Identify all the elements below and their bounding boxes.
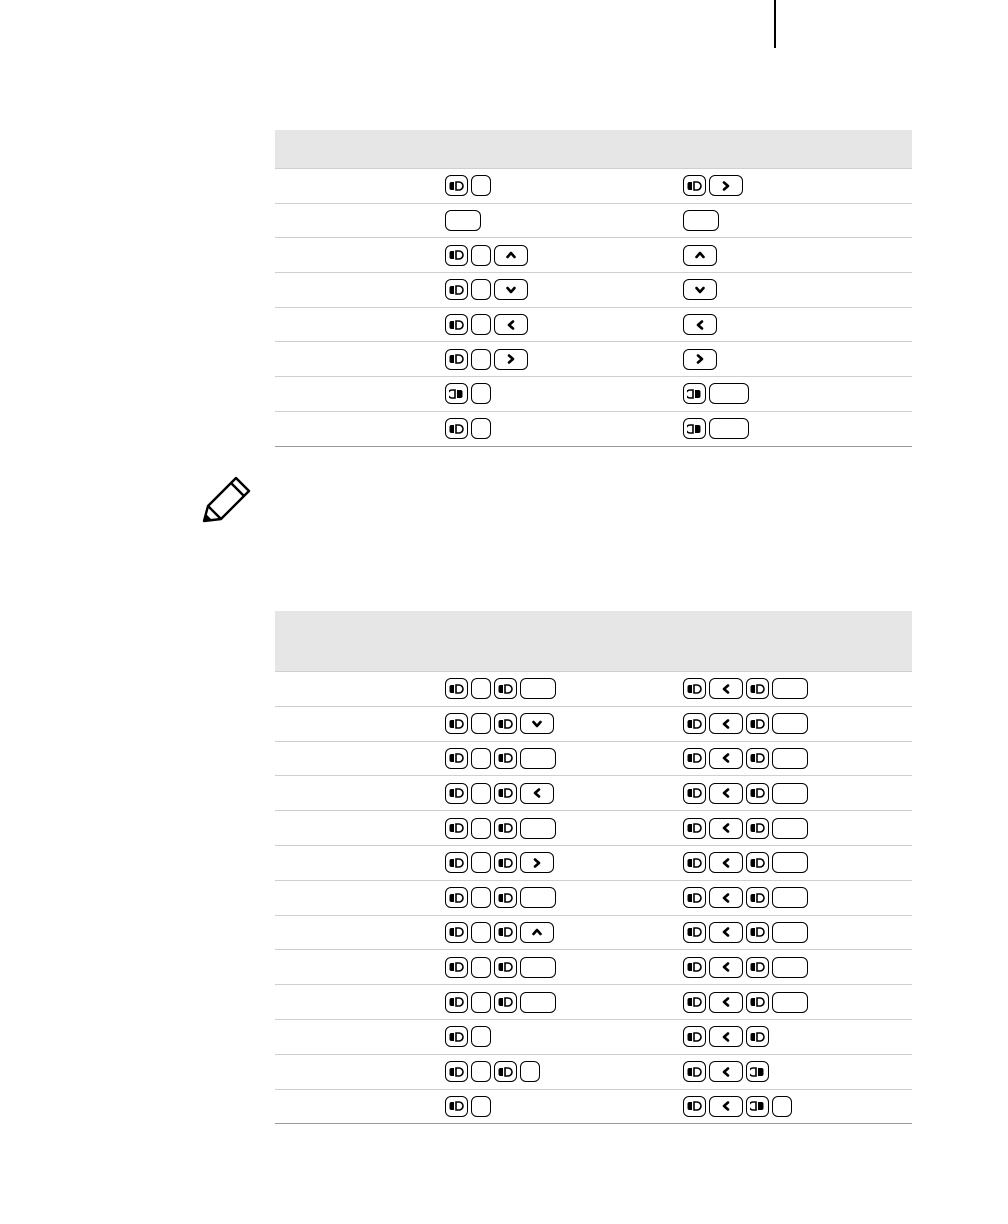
blank-key <box>471 418 491 439</box>
fn-key-icon <box>445 887 468 908</box>
fn-key-icon <box>445 852 468 873</box>
table-row <box>275 881 912 916</box>
blank-key <box>520 887 556 908</box>
table-cell <box>445 377 685 411</box>
blank-key <box>520 992 556 1013</box>
table-cell <box>683 1090 912 1124</box>
fn-key-icon <box>746 1026 769 1047</box>
table-cell <box>445 985 685 1019</box>
note-pencil-icon <box>198 473 254 530</box>
key-sequence-table-1 <box>275 130 912 447</box>
blank-key <box>471 1026 491 1047</box>
fn-key-icon <box>445 349 468 370</box>
table-cell <box>275 273 445 307</box>
chevron-left-icon <box>709 1026 743 1047</box>
table-cell <box>445 342 685 376</box>
blank-key <box>520 678 556 699</box>
blank-key <box>471 748 491 769</box>
chevron-down-icon <box>494 279 528 300</box>
blank-key <box>520 818 556 839</box>
fn-key-icon <box>683 783 706 804</box>
table-row <box>275 412 912 447</box>
fn-key-icon <box>445 1061 468 1082</box>
fn-key-icon <box>445 314 468 335</box>
chevron-left-icon <box>709 678 743 699</box>
table-row <box>275 342 912 377</box>
blank-key <box>471 383 491 404</box>
fn-key-icon <box>494 922 517 943</box>
blank-key <box>772 887 808 908</box>
fn-key-icon <box>746 992 769 1013</box>
fn-key-icon <box>683 992 706 1013</box>
fn-key-icon <box>494 852 517 873</box>
table-cell <box>683 742 912 776</box>
chevron-right-icon <box>520 852 554 873</box>
chevron-up-icon <box>520 922 554 943</box>
blank-key <box>445 210 481 231</box>
table-cell <box>275 985 445 1019</box>
blank-key <box>772 748 808 769</box>
blank-key <box>471 175 491 196</box>
blank-key <box>471 783 491 804</box>
blank-key <box>772 1096 792 1117</box>
chevron-right-icon <box>683 349 717 370</box>
fn-key-icon <box>445 418 468 439</box>
fn-key-icon <box>445 748 468 769</box>
blank-key <box>683 210 719 231</box>
table-body <box>275 168 912 447</box>
table-row <box>275 273 912 308</box>
chevron-left-icon <box>709 1096 743 1117</box>
table-cell <box>683 811 912 845</box>
table-cell <box>683 672 912 706</box>
fn-key-icon <box>683 818 706 839</box>
table-cell <box>445 308 685 342</box>
table-cell <box>445 846 685 880</box>
table-row <box>275 916 912 951</box>
table-row <box>275 776 912 811</box>
table-cell <box>445 1055 685 1089</box>
table-cell <box>445 776 685 810</box>
fn-key-icon <box>683 852 706 873</box>
fn-key-icon <box>445 957 468 978</box>
table-cell <box>683 273 912 307</box>
fn-key-icon <box>683 175 706 196</box>
fn-key-icon <box>746 887 769 908</box>
table-cell <box>275 238 445 272</box>
table-cell <box>683 342 912 376</box>
table-cell <box>445 811 685 845</box>
chevron-left-icon <box>709 1061 743 1082</box>
table-cell <box>275 377 445 411</box>
chevron-left-icon <box>683 314 717 335</box>
fn-key-icon <box>494 713 517 734</box>
table-cell <box>275 1055 445 1089</box>
table-cell <box>683 1020 912 1054</box>
table-row <box>275 1055 912 1090</box>
blank-key <box>709 383 749 404</box>
chevron-left-icon <box>709 992 743 1013</box>
fn-key-icon <box>494 887 517 908</box>
table-row <box>275 985 912 1020</box>
fn-key-icon <box>683 748 706 769</box>
fn-key-icon <box>494 678 517 699</box>
fn-key-icon <box>683 1026 706 1047</box>
table-cell <box>275 169 445 203</box>
table-cell <box>683 707 912 741</box>
table-cell <box>445 169 685 203</box>
table-row <box>275 671 912 707</box>
blank-key <box>471 678 491 699</box>
fn-key-icon <box>746 852 769 873</box>
blank-key <box>772 922 808 943</box>
fn-key-icon <box>445 678 468 699</box>
alt-key-icon <box>683 418 706 439</box>
fn-key-icon <box>683 1096 706 1117</box>
chevron-down-icon <box>683 279 717 300</box>
fn-key-icon <box>445 922 468 943</box>
table-cell <box>683 950 912 984</box>
table-row <box>275 238 912 273</box>
table-cell <box>683 204 912 238</box>
fn-key-icon <box>445 818 468 839</box>
table-header <box>275 130 912 168</box>
fn-key-icon <box>746 783 769 804</box>
table-header <box>275 611 912 671</box>
chevron-left-icon <box>709 852 743 873</box>
table-cell <box>275 342 445 376</box>
chevron-left-icon <box>709 818 743 839</box>
chevron-right-icon <box>494 349 528 370</box>
blank-key <box>471 245 491 266</box>
table-cell <box>275 672 445 706</box>
blank-key <box>471 1096 491 1117</box>
blank-key <box>471 279 491 300</box>
fn-key-icon <box>746 957 769 978</box>
blank-key <box>772 818 808 839</box>
table-row <box>275 707 912 742</box>
table-cell <box>445 273 685 307</box>
table-cell <box>275 1020 445 1054</box>
fn-key-icon <box>683 922 706 943</box>
table-cell <box>683 412 912 446</box>
table-cell <box>275 916 445 950</box>
table-row <box>275 742 912 777</box>
blank-key <box>471 314 491 335</box>
table-row <box>275 950 912 985</box>
alt-key-icon <box>746 1096 769 1117</box>
table-cell <box>445 881 685 915</box>
blank-key <box>709 418 749 439</box>
blank-key <box>471 992 491 1013</box>
table-cell <box>275 811 445 845</box>
chevron-left-icon <box>709 957 743 978</box>
blank-key <box>471 818 491 839</box>
table-cell <box>275 846 445 880</box>
table-cell <box>683 238 912 272</box>
table-row <box>275 846 912 881</box>
chevron-left-icon <box>709 713 743 734</box>
table-cell <box>275 707 445 741</box>
table-row <box>275 377 912 412</box>
table-cell <box>683 169 912 203</box>
table-body <box>275 671 912 1124</box>
chevron-left-icon <box>709 922 743 943</box>
table-cell <box>683 776 912 810</box>
fn-key-icon <box>746 713 769 734</box>
table-row <box>275 811 912 846</box>
table-cell <box>275 950 445 984</box>
fn-key-icon <box>445 245 468 266</box>
chevron-up-icon <box>494 245 528 266</box>
table-cell <box>683 308 912 342</box>
table-row <box>275 204 912 239</box>
table-row <box>275 168 912 204</box>
table-cell <box>275 881 445 915</box>
fn-key-icon <box>445 783 468 804</box>
fn-key-icon <box>494 957 517 978</box>
fn-key-icon <box>683 678 706 699</box>
chevron-left-icon <box>709 748 743 769</box>
table-cell <box>445 707 685 741</box>
fn-key-icon <box>494 992 517 1013</box>
fn-key-icon <box>445 175 468 196</box>
fn-key-icon <box>494 748 517 769</box>
blank-key <box>471 349 491 370</box>
table-cell <box>445 742 685 776</box>
table-row <box>275 1020 912 1055</box>
chevron-left-icon <box>709 783 743 804</box>
table-cell <box>275 412 445 446</box>
blank-key <box>471 957 491 978</box>
blank-key <box>772 957 808 978</box>
fn-key-icon <box>746 678 769 699</box>
chevron-right-icon <box>709 175 743 196</box>
fn-key-icon <box>445 992 468 1013</box>
key-sequence-table-2 <box>275 611 912 1124</box>
table-cell <box>445 916 685 950</box>
table-cell <box>683 1055 912 1089</box>
blank-key <box>520 748 556 769</box>
table-cell <box>275 1090 445 1124</box>
fn-key-icon <box>445 279 468 300</box>
blank-key <box>520 1061 540 1082</box>
fn-key-icon <box>746 748 769 769</box>
table-cell <box>445 950 685 984</box>
blank-key <box>520 957 556 978</box>
fn-key-icon <box>683 957 706 978</box>
table-cell <box>275 308 445 342</box>
chevron-left-icon <box>709 887 743 908</box>
table-cell <box>683 881 912 915</box>
fn-key-icon <box>683 887 706 908</box>
blank-key <box>471 852 491 873</box>
table-cell <box>445 204 685 238</box>
fn-key-icon <box>445 713 468 734</box>
fn-key-icon <box>683 1061 706 1082</box>
alt-key-icon <box>445 383 468 404</box>
table-row <box>275 308 912 343</box>
fn-key-icon <box>494 1061 517 1082</box>
fn-key-icon <box>494 783 517 804</box>
fn-key-icon <box>746 922 769 943</box>
table-cell <box>683 377 912 411</box>
blank-key <box>772 678 808 699</box>
blank-key <box>772 713 808 734</box>
blank-key <box>471 887 491 908</box>
chevron-left-icon <box>494 314 528 335</box>
fn-key-icon <box>494 818 517 839</box>
table-cell <box>683 985 912 1019</box>
table-cell <box>445 1020 685 1054</box>
blank-key <box>471 713 491 734</box>
table-row <box>275 1090 912 1125</box>
table-cell <box>683 916 912 950</box>
table-cell <box>275 204 445 238</box>
chevron-up-icon <box>683 245 717 266</box>
blank-key <box>471 922 491 943</box>
blank-key <box>471 1061 491 1082</box>
fn-key-icon <box>746 818 769 839</box>
table-cell <box>445 238 685 272</box>
table-cell <box>275 776 445 810</box>
table-cell <box>445 672 685 706</box>
table-cell <box>275 742 445 776</box>
fn-key-icon <box>445 1096 468 1117</box>
fn-key-icon <box>445 1026 468 1047</box>
table-cell <box>683 846 912 880</box>
blank-key <box>772 783 808 804</box>
blank-key <box>772 852 808 873</box>
table-cell <box>445 1090 685 1124</box>
alt-key-icon <box>683 383 706 404</box>
blank-key <box>772 992 808 1013</box>
table-cell <box>445 412 685 446</box>
page-edge-rule <box>774 0 776 48</box>
fn-key-icon <box>683 713 706 734</box>
chevron-left-icon <box>520 783 554 804</box>
chevron-down-icon <box>520 713 554 734</box>
alt-key-icon <box>746 1061 769 1082</box>
